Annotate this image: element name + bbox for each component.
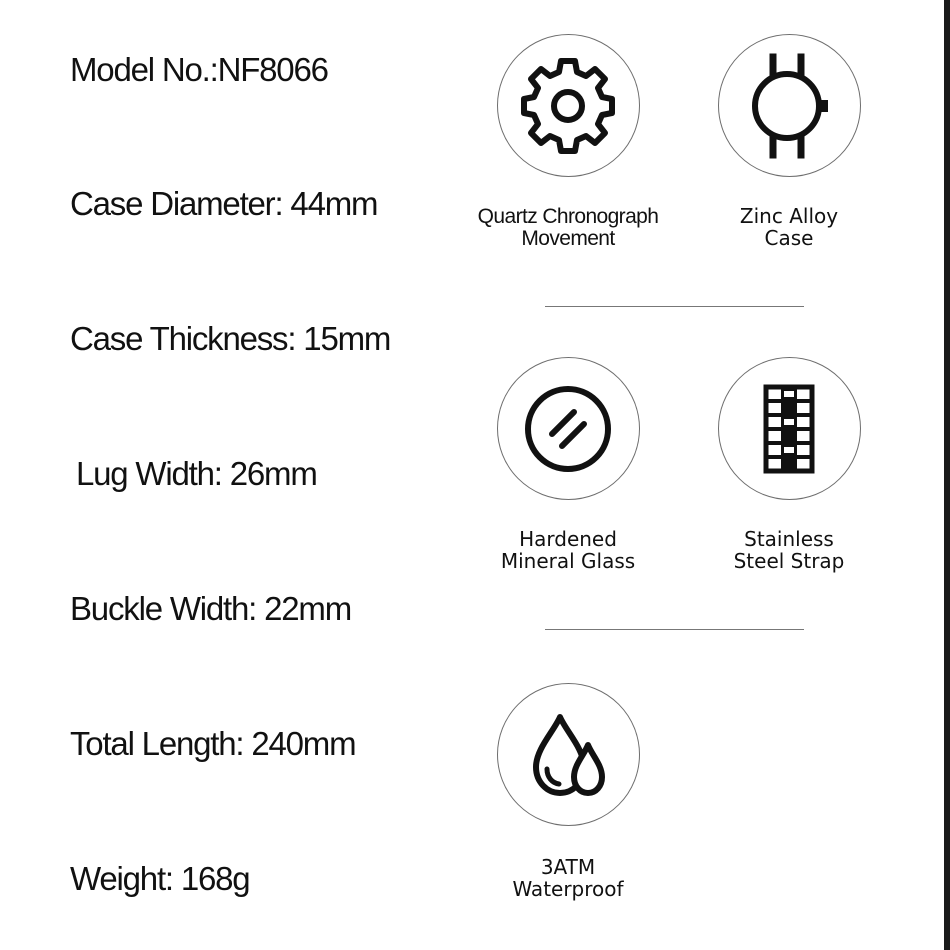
feature-icon-circle — [718, 357, 861, 500]
feature-icon-circle — [497, 683, 640, 826]
spec-lug-width: Lug Width: 26mm — [76, 455, 317, 492]
feature-label-line: Zinc Alloy — [739, 204, 839, 228]
feature-label — [458, 856, 678, 900]
feature-waterproof — [458, 683, 678, 900]
feature-glass — [458, 357, 678, 572]
feature-label-line: Case — [764, 226, 814, 250]
watch-case-icon — [739, 51, 839, 161]
feature-icon-circle — [497, 34, 640, 177]
feature-icon-circle — [718, 34, 861, 177]
feature-label-line: 3ATM — [540, 855, 596, 879]
feature-label-line: Stainless — [744, 527, 834, 551]
feature-label-line: Waterproof — [512, 877, 624, 901]
divider-bottom — [545, 629, 804, 630]
feature-label — [679, 205, 899, 249]
spec-case-diameter: Case Diameter: 44mm — [70, 185, 378, 222]
gear-icon — [518, 56, 618, 156]
right-edge-bar — [944, 0, 950, 950]
spec-buckle-width: Buckle Width: 22mm — [70, 590, 351, 627]
feature-label-line: Hardened — [519, 527, 617, 551]
feature-movement — [458, 34, 678, 250]
water-drops-icon — [518, 705, 618, 805]
spec-total-length: Total Length: 240mm — [70, 725, 356, 762]
feature-label — [679, 528, 899, 572]
feature-label-line: Movement — [521, 227, 615, 250]
feature-strap — [679, 357, 899, 572]
divider-top — [545, 306, 804, 307]
strap-icon — [754, 379, 824, 479]
feature-label — [458, 206, 678, 250]
spec-case-thickness: Case Thickness: 15mm — [70, 320, 391, 357]
feature-label-line: Steel Strap — [733, 549, 845, 573]
feature-label-line: Mineral Glass — [500, 549, 636, 573]
feature-case — [679, 34, 899, 249]
spec-model-number: Model No.:NF8066 — [70, 51, 328, 88]
feature-label — [458, 528, 678, 572]
spec-weight: Weight: 168g — [70, 860, 250, 897]
glass-icon — [518, 379, 618, 479]
feature-icon-circle — [497, 357, 640, 500]
feature-label-line: Quartz Chronograph — [477, 205, 659, 228]
